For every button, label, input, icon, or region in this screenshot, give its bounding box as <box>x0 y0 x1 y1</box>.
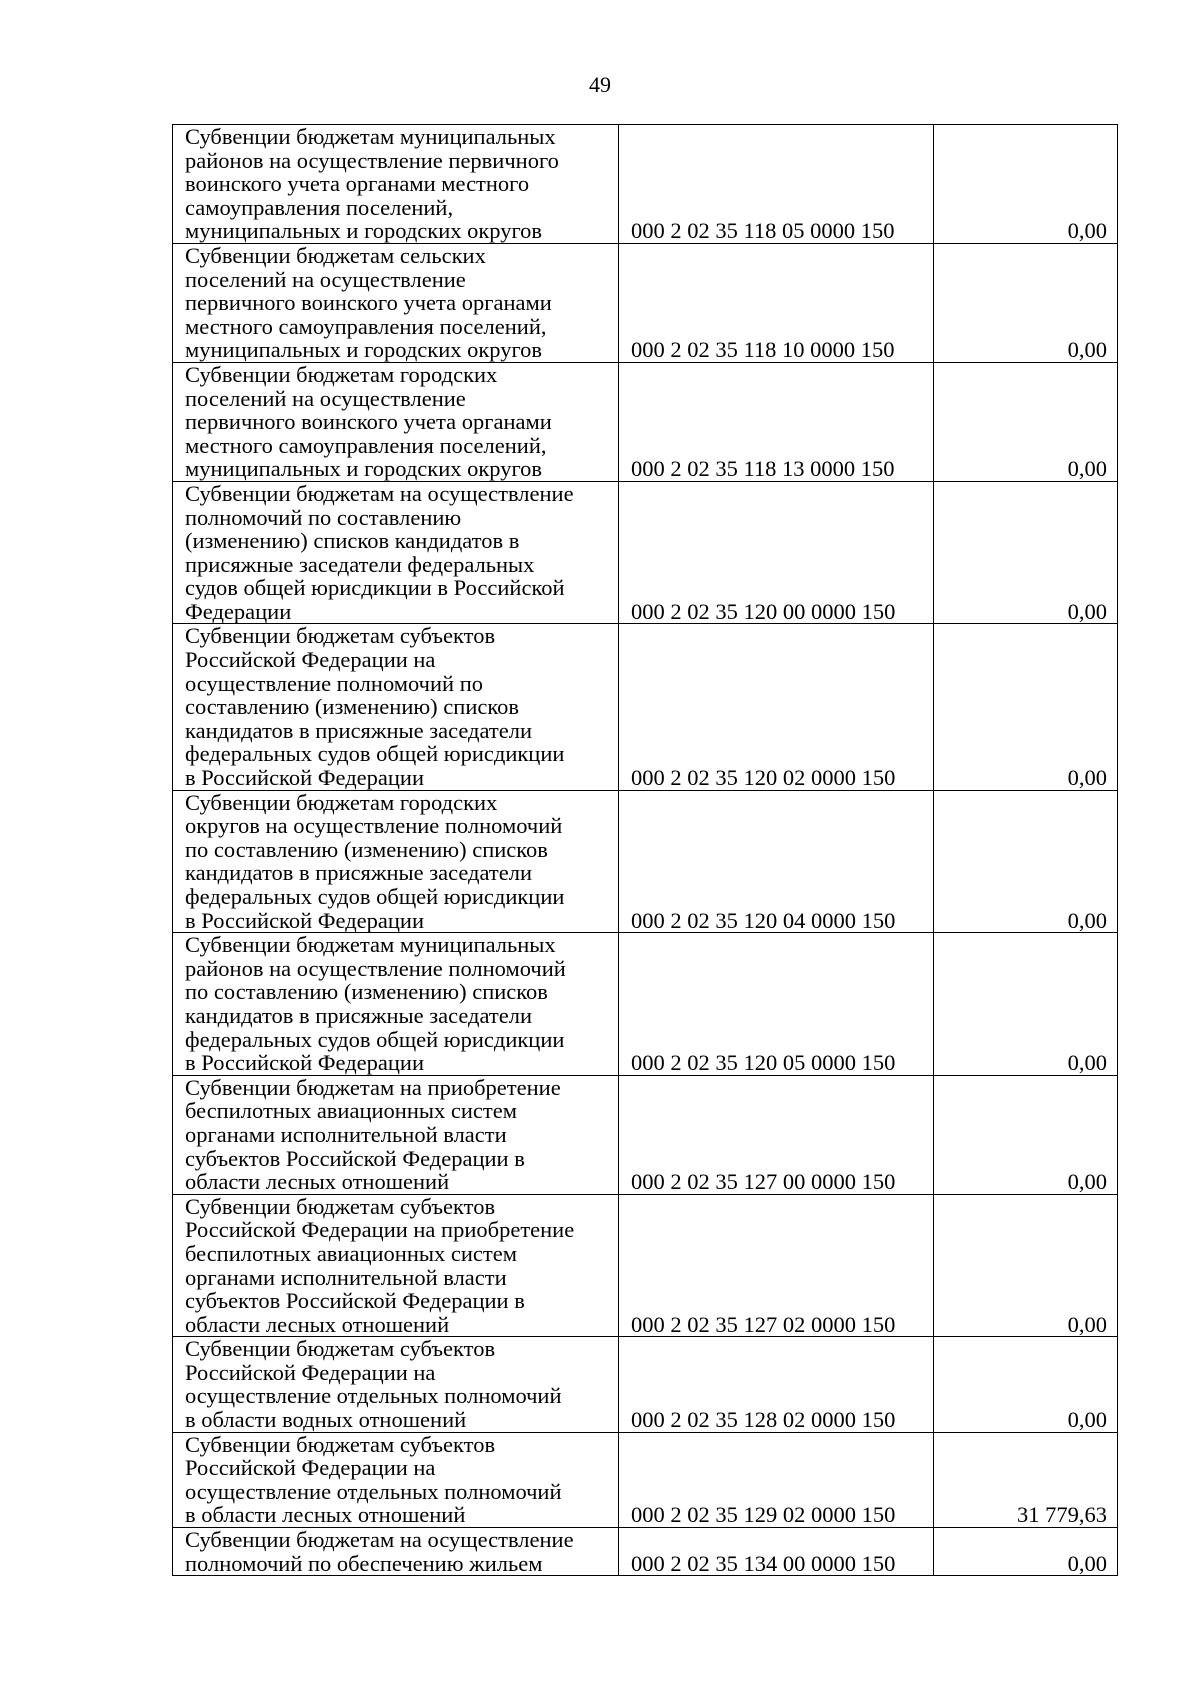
row-code-cell: 000 2 02 35 127 00 0000 150 <box>619 1075 934 1194</box>
table-row <box>173 125 1118 244</box>
table-row <box>173 1528 1118 1576</box>
row-code-cell: 000 2 02 35 118 10 0000 150 <box>619 243 934 362</box>
row-code-cell: 000 2 02 35 120 00 0000 150 <box>619 481 934 624</box>
row-name-cell: Субвенции бюджетам на осуществление полномочий по составлению (изменению) списков кандидатов в присяжные заседатели федеральных судов общей юрисдикции в Российской Федерации <box>173 481 619 624</box>
row-code-cell: 000 2 02 35 120 02 0000 150 <box>619 624 934 790</box>
row-code-cell: 000 2 02 35 118 05 0000 150 <box>619 125 934 244</box>
table-row <box>173 243 1118 362</box>
row-name-cell: Субвенции бюджетам на осуществление полномочий по обеспечению жильем <box>173 1528 619 1576</box>
row-amount-cell: 0,00 <box>934 1528 1118 1576</box>
row-code-cell: 000 2 02 35 127 02 0000 150 <box>619 1194 934 1337</box>
table-row <box>173 481 1118 624</box>
table-row <box>173 1337 1118 1432</box>
row-amount-cell: 0,00 <box>934 481 1118 624</box>
row-name-cell: Субвенции бюджетам на приобретение беспилотных авиационных систем органами исполнительной власти субъектов Российской Федерации в области лесных отношений <box>173 1075 619 1194</box>
row-amount-cell: 0,00 <box>934 362 1118 481</box>
page-number: 49 <box>589 72 611 97</box>
table-row <box>173 790 1118 933</box>
row-code-cell: 000 2 02 35 134 00 0000 150 <box>619 1528 934 1576</box>
row-code-cell: 000 2 02 35 120 05 0000 150 <box>619 933 934 1076</box>
row-amount-cell: 0,00 <box>934 790 1118 933</box>
table-row <box>173 1194 1118 1337</box>
row-code-cell: 000 2 02 35 120 04 0000 150 <box>619 790 934 933</box>
budget-table <box>172 124 1118 1576</box>
row-name-cell: Субвенции бюджетам субъектов Российской Федерации на осуществление отдельных полномочий в области лесных отношений <box>173 1432 619 1527</box>
row-name-cell: Субвенции бюджетам субъектов Российской Федерации на осуществление полномочий по составлению (изменению) списков кандидатов в присяжные заседатели федеральных судов общей юрисдикции в Российской Федерации <box>173 624 619 790</box>
row-code-cell: 000 2 02 35 129 02 0000 150 <box>619 1432 934 1527</box>
row-amount-cell: 0,00 <box>934 1075 1118 1194</box>
row-name-cell: Субвенции бюджетам городских поселений на осуществление первичного воинского учета органами местного самоуправления поселений, муниципальных и городских округов <box>173 362 619 481</box>
row-amount-cell: 0,00 <box>934 1337 1118 1432</box>
row-amount-cell: 0,00 <box>934 933 1118 1076</box>
table-row <box>173 624 1118 790</box>
row-name-cell: Субвенции бюджетам субъектов Российской Федерации на приобретение беспилотных авиационных систем органами исполнительной власти субъектов Российской Федерации в области лесных отношений <box>173 1194 619 1337</box>
row-amount-cell: 31 779,63 <box>934 1432 1118 1527</box>
budget-table-body <box>173 125 1118 1576</box>
row-name-cell: Субвенции бюджетам сельских поселений на осуществление первичного воинского учета органами местного самоуправления поселений, муниципальных и городских округов <box>173 243 619 362</box>
row-name-cell: Субвенции бюджетам муниципальных районов на осуществление полномочий по составлению (изменению) списков кандидатов в присяжные заседатели федеральных судов общей юрисдикции в Российской Федерации <box>173 933 619 1076</box>
row-code-cell: 000 2 02 35 118 13 0000 150 <box>619 362 934 481</box>
row-name-cell: Субвенции бюджетам городских округов на осуществление полномочий по составлению (изменению) списков кандидатов в присяжные заседатели федеральных судов общей юрисдикции в Российской Федерации <box>173 790 619 933</box>
row-name-cell: Субвенции бюджетам муниципальных районов на осуществление первичного воинского учета органами местного самоуправления поселений, муниципальных и городских округов <box>173 125 619 244</box>
row-code-cell: 000 2 02 35 128 02 0000 150 <box>619 1337 934 1432</box>
row-amount-cell: 0,00 <box>934 125 1118 244</box>
table-row <box>173 362 1118 481</box>
row-amount-cell: 0,00 <box>934 1194 1118 1337</box>
row-amount-cell: 0,00 <box>934 243 1118 362</box>
row-name-cell: Субвенции бюджетам субъектов Российской Федерации на осуществление отдельных полномочий в области водных отношений <box>173 1337 619 1432</box>
row-amount-cell: 0,00 <box>934 624 1118 790</box>
table-row <box>173 1075 1118 1194</box>
table-row <box>173 1432 1118 1527</box>
table-row <box>173 933 1118 1076</box>
